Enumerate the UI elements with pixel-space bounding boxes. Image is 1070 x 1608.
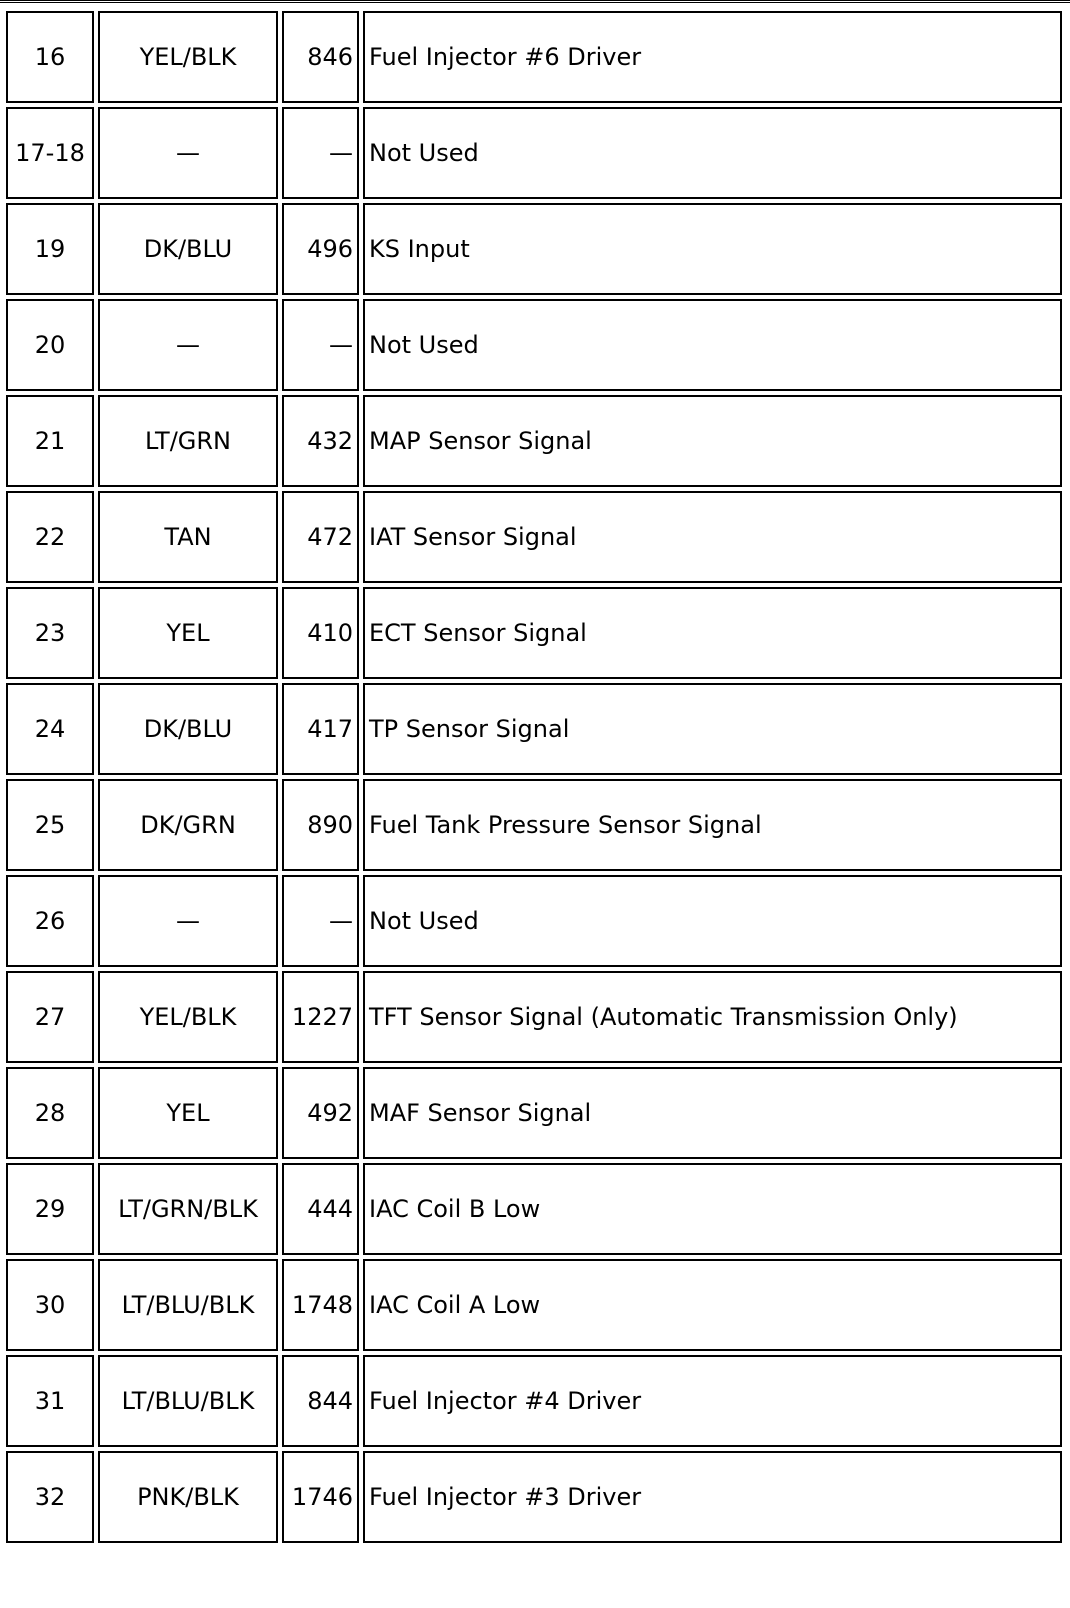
- circuit-cell: 844: [282, 1355, 359, 1447]
- wire-color-cell: LT/GRN: [98, 395, 278, 487]
- function-cell: IAC Coil B Low: [363, 1163, 1062, 1255]
- function-cell: Fuel Injector #6 Driver: [363, 11, 1062, 103]
- pin-cell: 23: [6, 587, 94, 679]
- circuit-cell: 1227: [282, 971, 359, 1063]
- pin-cell: 30: [6, 1259, 94, 1351]
- pin-cell: 29: [6, 1163, 94, 1255]
- table-row: [6, 107, 1062, 199]
- circuit-cell: 410: [282, 587, 359, 679]
- table-row: [6, 299, 1062, 391]
- table-row: [6, 779, 1062, 871]
- table-row: [6, 1067, 1062, 1159]
- table-row: [6, 11, 1062, 103]
- table-row: [6, 1163, 1062, 1255]
- pin-cell: 27: [6, 971, 94, 1063]
- circuit-cell: 496: [282, 203, 359, 295]
- function-cell: MAP Sensor Signal: [363, 395, 1062, 487]
- circuit-cell: 472: [282, 491, 359, 583]
- circuit-cell: 492: [282, 1067, 359, 1159]
- wire-color-cell: LT/BLU/BLK: [98, 1259, 278, 1351]
- table-row: [6, 1451, 1062, 1543]
- circuit-cell: 890: [282, 779, 359, 871]
- pin-cell: 26: [6, 875, 94, 967]
- table-row: [6, 971, 1062, 1063]
- pinout-table-body: [6, 11, 1062, 1543]
- wire-color-cell: YEL: [98, 587, 278, 679]
- pin-cell: 24: [6, 683, 94, 775]
- wire-color-cell: TAN: [98, 491, 278, 583]
- circuit-cell: 432: [282, 395, 359, 487]
- wire-color-cell: DK/GRN: [98, 779, 278, 871]
- function-cell: MAF Sensor Signal: [363, 1067, 1062, 1159]
- function-cell: TP Sensor Signal: [363, 683, 1062, 775]
- pin-cell: 17-18: [6, 107, 94, 199]
- table-row: [6, 587, 1062, 679]
- circuit-cell: —: [282, 299, 359, 391]
- circuit-cell: —: [282, 875, 359, 967]
- table-row: [6, 875, 1062, 967]
- function-cell: Not Used: [363, 107, 1062, 199]
- pin-cell: 32: [6, 1451, 94, 1543]
- table-row: [6, 683, 1062, 775]
- pin-cell: 16: [6, 11, 94, 103]
- wire-color-cell: YEL/BLK: [98, 971, 278, 1063]
- function-cell: Not Used: [363, 299, 1062, 391]
- table-row: [6, 395, 1062, 487]
- wire-color-cell: —: [98, 107, 278, 199]
- pin-cell: 25: [6, 779, 94, 871]
- function-cell: ECT Sensor Signal: [363, 587, 1062, 679]
- pin-cell: 22: [6, 491, 94, 583]
- function-cell: IAC Coil A Low: [363, 1259, 1062, 1351]
- function-cell: IAT Sensor Signal: [363, 491, 1062, 583]
- function-cell: Fuel Injector #4 Driver: [363, 1355, 1062, 1447]
- pinout-table: [2, 7, 1066, 1547]
- wire-color-cell: —: [98, 875, 278, 967]
- circuit-cell: 417: [282, 683, 359, 775]
- wire-color-cell: PNK/BLK: [98, 1451, 278, 1543]
- circuit-cell: 1748: [282, 1259, 359, 1351]
- wire-color-cell: YEL: [98, 1067, 278, 1159]
- pin-cell: 19: [6, 203, 94, 295]
- circuit-cell: 444: [282, 1163, 359, 1255]
- table-row: [6, 1355, 1062, 1447]
- function-cell: TFT Sensor Signal (Automatic Transmission Only): [363, 971, 1062, 1063]
- wire-color-cell: LT/BLU/BLK: [98, 1355, 278, 1447]
- function-cell: Fuel Injector #3 Driver: [363, 1451, 1062, 1543]
- wire-color-cell: LT/GRN/BLK: [98, 1163, 278, 1255]
- wire-color-cell: YEL/BLK: [98, 11, 278, 103]
- circuit-cell: 1746: [282, 1451, 359, 1543]
- function-cell: Fuel Tank Pressure Sensor Signal: [363, 779, 1062, 871]
- table-row: [6, 491, 1062, 583]
- pin-cell: 31: [6, 1355, 94, 1447]
- pin-cell: 21: [6, 395, 94, 487]
- circuit-cell: 846: [282, 11, 359, 103]
- circuit-cell: —: [282, 107, 359, 199]
- function-cell: KS Input: [363, 203, 1062, 295]
- wire-color-cell: DK/BLU: [98, 203, 278, 295]
- wire-color-cell: —: [98, 299, 278, 391]
- table-row: [6, 1259, 1062, 1351]
- pin-cell: 28: [6, 1067, 94, 1159]
- wire-color-cell: DK/BLU: [98, 683, 278, 775]
- function-cell: Not Used: [363, 875, 1062, 967]
- pin-cell: 20: [6, 299, 94, 391]
- table-row: [6, 203, 1062, 295]
- top-rule: [0, 0, 1070, 3]
